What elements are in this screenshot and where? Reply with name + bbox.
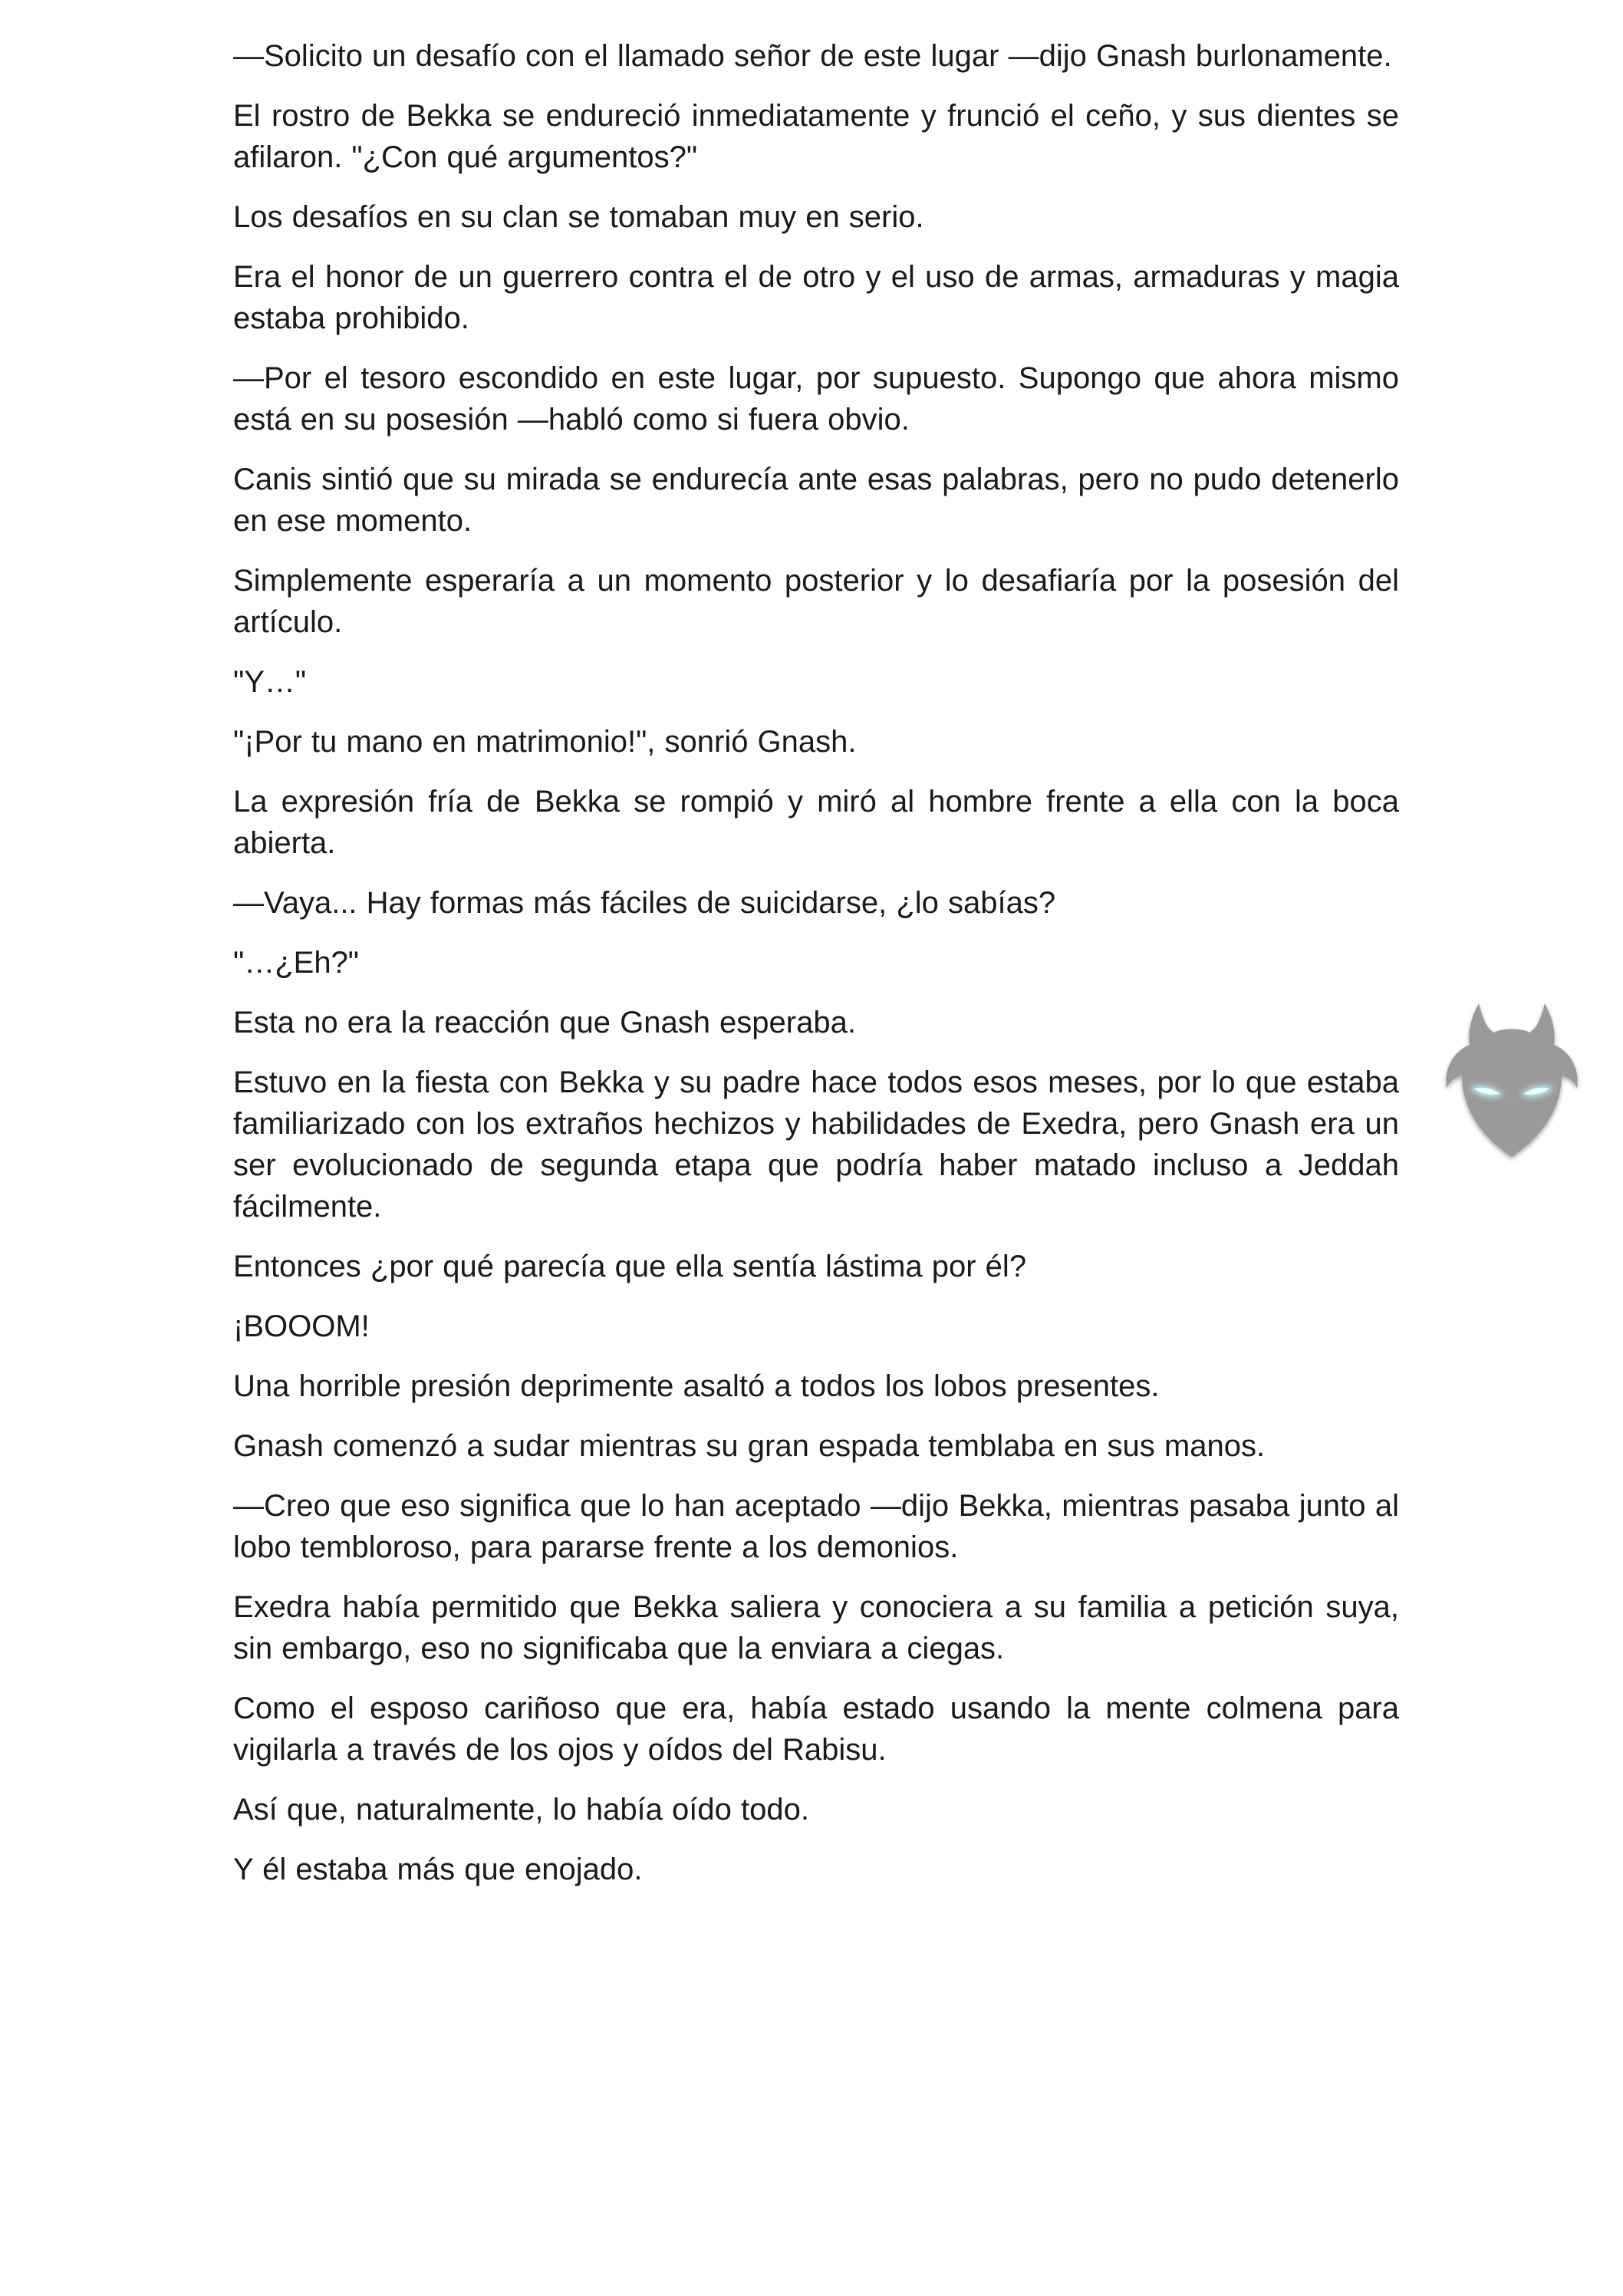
- demon-head-icon: [1439, 997, 1585, 1162]
- paragraph: Era el honor de un guerrero contra el de otro y el uso de armas, armaduras y magia estaba prohibido.: [233, 260, 1399, 335]
- paragraph: Y él estaba más que enojado.: [233, 1853, 643, 1886]
- paragraph: Como el esposo cariñoso que era, había estado usando la mente colmena para vigilarla a través de los ojos y oídos del Rabisu.: [233, 1692, 1399, 1767]
- paragraph: Exedra había permitido que Bekka saliera y conociera a su familia a petición suya, sin embargo, eso no significaba que la enviara a ciegas.: [233, 1590, 1399, 1665]
- paragraph: Los desafíos en su clan se tomaban muy en serio.: [233, 200, 924, 234]
- paragraph: —Por el tesoro escondido en este lugar, por supuesto. Supongo que ahora mismo está en su posesión —habló como si fuera obvio.: [233, 361, 1399, 436]
- paragraph: —Vaya... Hay formas más fáciles de suicidarse, ¿lo sabías?: [233, 886, 1056, 920]
- paragraph: Esta no era la reacción que Gnash esperaba.: [233, 1006, 856, 1039]
- paragraph: Entonces ¿por qué parecía que ella sentía lástima por él?: [233, 1250, 1027, 1283]
- paragraph: "…¿Eh?": [233, 946, 360, 980]
- paragraph: Simplemente esperaría a un momento posterior y lo desafiaría por la posesión del artículo.: [233, 564, 1399, 639]
- paragraph: Así que, naturalmente, lo había oído todo.: [233, 1793, 809, 1827]
- demon-head-shape: [1446, 1003, 1577, 1157]
- paragraph: "Y…": [233, 665, 307, 699]
- paragraph: Gnash comenzó a sudar mientras su gran espada temblaba en sus manos.: [233, 1429, 1266, 1463]
- paragraph: Estuvo en la fiesta con Bekka y su padre hace todos esos meses, por lo que estaba familiarizado con los extraños hechizos y habilidades de Exedra, pero Gnash era un ser evolucionado de segunda etapa que podría haber matado incluso a Jeddah fácilmente.: [233, 1066, 1399, 1224]
- paragraph: Canis sintió que su mirada se endurecía ante esas palabras, pero no pudo detenerlo en ese momento.: [233, 463, 1399, 538]
- paragraph: —Creo que eso significa que lo han aceptado —dijo Bekka, mientras pasaba junto al lobo tembloroso, para pararse frente a los demonios.: [233, 1489, 1399, 1564]
- text-column: [233, 35, 1399, 1909]
- paragraph: El rostro de Bekka se endureció inmediatamente y frunció el ceño, y sus dientes se afilaron. "¿Con qué argumentos?": [233, 99, 1399, 174]
- paragraph: —Solicito un desafío con el llamado señor de este lugar —dijo Gnash burlonamente.: [233, 39, 1392, 73]
- paragraph: La expresión fría de Bekka se rompió y miró al hombre frente a ella con la boca abierta.: [233, 785, 1399, 860]
- paragraph: Una horrible presión deprimente asaltó a todos los lobos presentes.: [233, 1369, 1160, 1403]
- paragraph: ¡BOOOM!: [233, 1309, 370, 1343]
- paragraph: "¡Por tu mano en matrimonio!", sonrió Gnash.: [233, 725, 857, 759]
